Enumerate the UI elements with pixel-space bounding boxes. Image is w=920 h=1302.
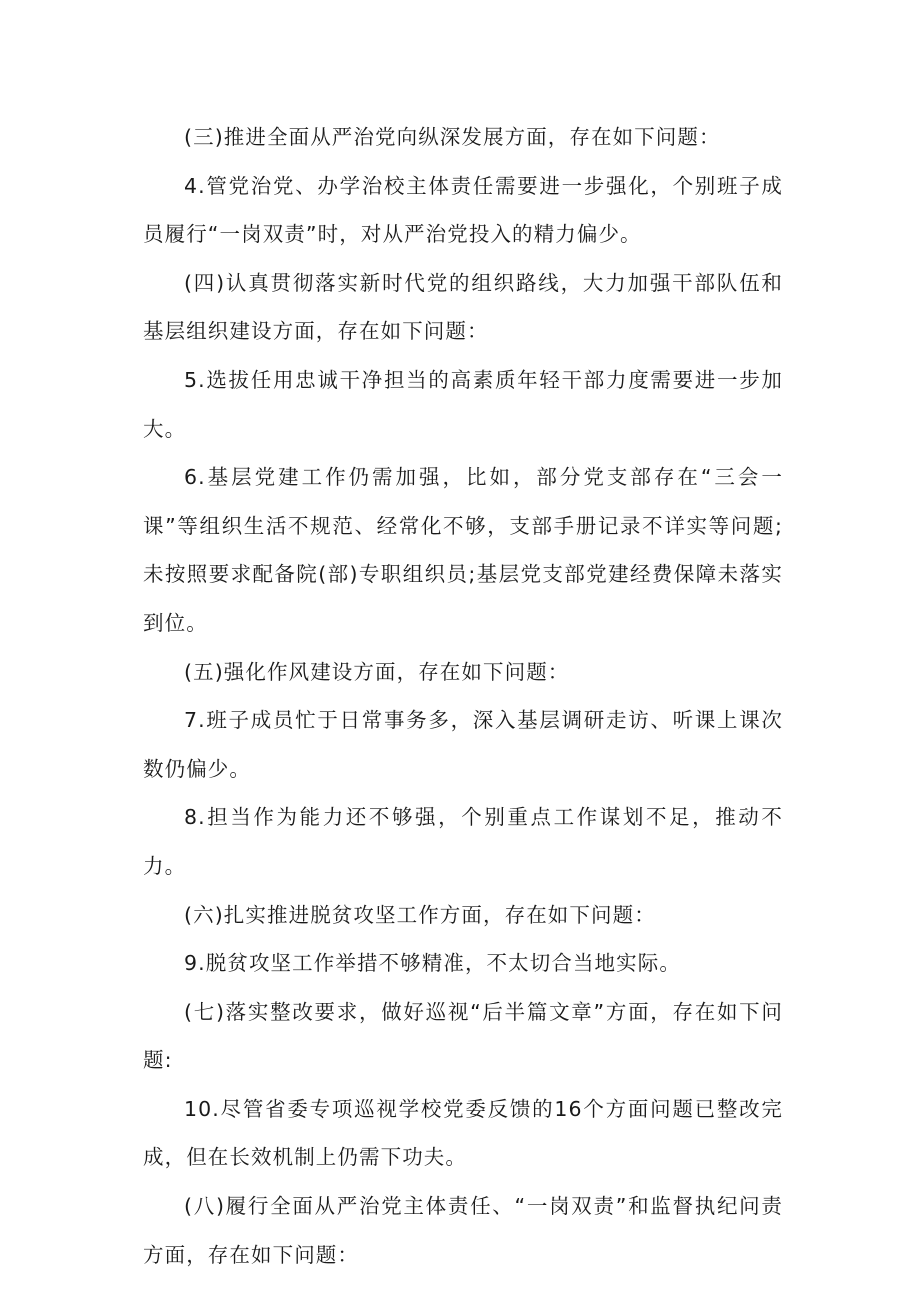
section-heading-3: (三)推进全面从严治党向纵深发展方面，存在如下问题： [184, 125, 721, 149]
issue-item-5: 5.选拔任用忠诚干净担当的高素质年轻干部力度需要进一步加大。 [143, 367, 783, 441]
issue-item-8: 8.担当作为能力还不够强，个别重点工作谋划不足，推动不力。 [143, 805, 783, 878]
section-heading-6: (六)扎实推进脱贫攻坚工作方面，存在如下问题： [184, 902, 656, 927]
section-heading-4: (四)认真贯彻落实新时代党的组织路线，大力加强干部队伍和基层组织建设方面，存在如下问题： [143, 270, 783, 344]
section-heading-5: (五)强化作风建设方面，存在如下问题： [184, 659, 570, 684]
section-heading-7: (七)落实整改要求，做好巡视“后半篇文章”方面，存在如下问题: [143, 999, 783, 1073]
issue-item-9: 9.脱贫攻坚工作举措不够精准，不太切合当地实际。 [184, 951, 681, 976]
document-body [143, 113, 783, 1279]
issue-item-7: 7.班子成员忙于日常事务多，深入基层调研走访、听课上课次数仍偏少。 [143, 708, 783, 781]
issue-item-6: 6.基层党建工作仍需加强，比如，部分党支部存在“三会一课”等组织生活不规范、经常化不够，支部手册记录不详实等问题;未按照要求配备院(部)专职组织员;基层党支部党建经费保障未落实到位。 [143, 465, 783, 635]
section-heading-8: (八)履行全面从严治党主体责任、“一岗双责”和监督执纪问责方面，存在如下问题： [143, 1194, 783, 1267]
issue-item-10: 10.尽管省委专项巡视学校党委反馈的16个方面问题已整改完成，但在长效机制上仍需下功夫。 [143, 1096, 783, 1170]
issue-item-4: 4.管党治党、办学治校主体责任需要进一步强化，个别班子成员履行“一岗双责”时，对从严治党投入的精力偏少。 [143, 173, 783, 247]
